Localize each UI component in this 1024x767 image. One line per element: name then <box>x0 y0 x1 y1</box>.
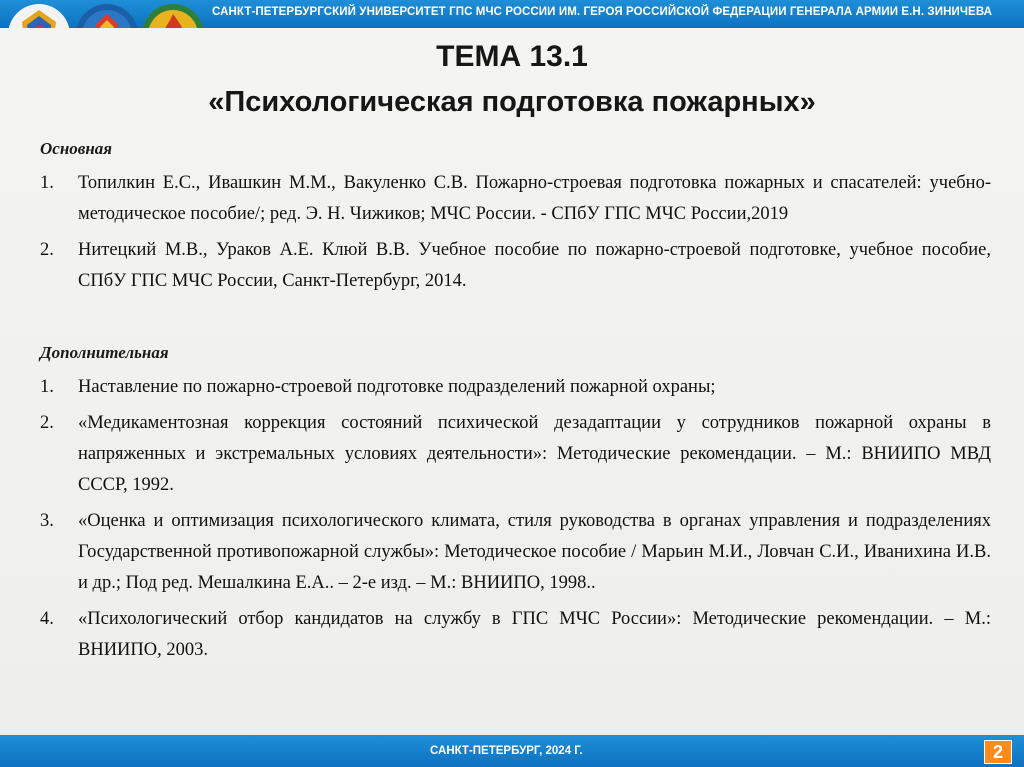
additional-literature-heading: Дополнительная <box>40 343 169 362</box>
reference-text: Топилкин Е.С., Ивашкин М.М., Вакуленко С.В. Пожарно-строевая подготовка пожарных и спасателей: учебно-методическое пособие/; ред. Э. Н. Чижиков; МЧС России. - СПбУ ГПС МЧС России,2019 <box>78 173 991 224</box>
reference-text: «Психологический отбор кандидатов на службу в ГПС МЧС России»: Методические рекомендации. – М.: ВНИИПО, 2003. <box>78 609 991 660</box>
reference-number: 1. <box>40 377 54 397</box>
reference-item <box>40 506 991 599</box>
reference-item <box>40 604 991 666</box>
city-year: САНКТ-ПЕТЕРБУРГ, 2024 Г. <box>430 745 583 757</box>
reference-number: 2. <box>40 413 54 433</box>
additional-references-list <box>40 372 991 671</box>
reference-item <box>40 372 991 403</box>
main-literature-heading: Основная <box>40 139 113 158</box>
slide-title: ТЕМА 13.1 <box>436 40 588 73</box>
reference-item <box>40 235 991 297</box>
reference-number: 2. <box>40 240 54 260</box>
reference-number: 4. <box>40 609 54 629</box>
reference-number: 1. <box>40 173 54 193</box>
reference-text: «Оценка и оптимизация психологического климата, стиля руководства в органах управления и подразделениях Государственной противопожарной службы»: Методическое пособие / Марьин М.И., Ловчан С.И., Иванихина И.В. и др.; Под ред. Мешалкина Е.А.. – 2-е изд. – М.: ВНИИПО, 1998.. <box>78 511 991 593</box>
bottom-banner <box>0 735 1024 767</box>
page-number-badge: 2 <box>984 740 1012 764</box>
university-name: САНКТ-ПЕТЕРБУРГСКИЙ УНИВЕРСИТЕТ ГПС МЧС РОССИИ ИМ. ГЕРОЯ РОССИЙСКОЙ ФЕДЕРАЦИИ ГЕНЕРАЛА АРМИИ Е.Н. ЗИНИЧЕВА <box>212 6 993 18</box>
reference-text: Нитецкий М.В., Ураков А.Е. Клюй В.В. Учебное пособие по пожарно-строевой подготовке, учебное пособие, СПбУ ГПС МЧС России, Санкт-Петербург, 2014. <box>78 240 991 291</box>
slide-subtitle: «Психологическая подготовка пожарных» <box>208 86 816 118</box>
reference-item <box>40 408 991 501</box>
reference-text: «Медикаментозная коррекция состояний психической дезадаптации у сотрудников пожарной охраны в напряженных и экстремальных условиях деятельности»: Методические рекомендации. – М.: ВНИИПО МВД СССР, 1992. <box>78 413 991 495</box>
reference-number: 3. <box>40 511 54 531</box>
reference-text: Наставление по пожарно-строевой подготовке подразделений пожарной охраны; <box>78 377 716 397</box>
main-references-list <box>40 168 991 302</box>
reference-item <box>40 168 991 230</box>
